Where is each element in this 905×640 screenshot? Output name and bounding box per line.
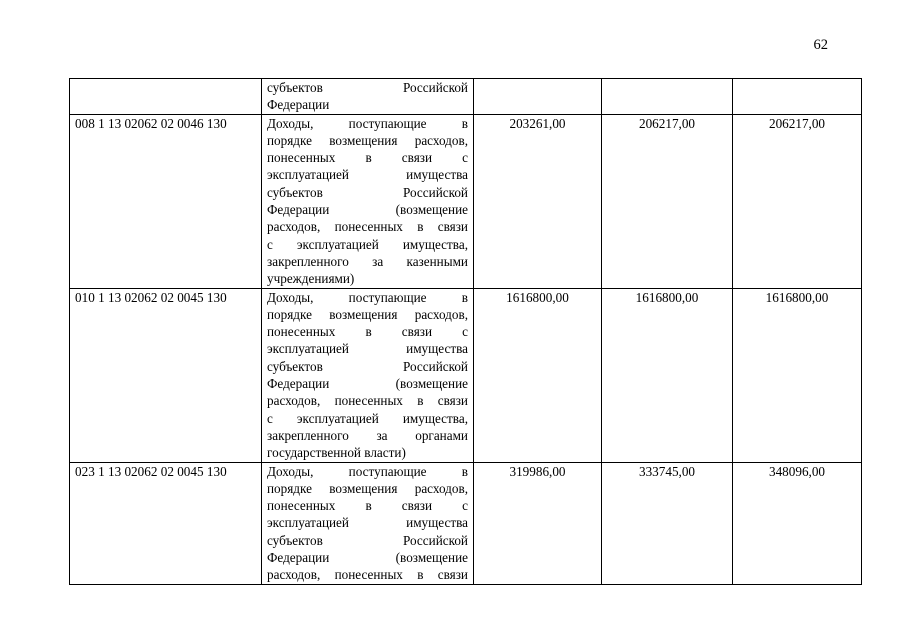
table-row [70,288,862,462]
name-line: субъектов Российской [267,532,468,548]
name-line: с эксплуатацией имущества, [267,236,468,252]
value-cell-year-1: 203261,00 [474,114,602,288]
value-cell-year-2 [602,79,733,115]
name-line: эксплуатацией имущества [267,515,468,531]
value-cell-year-3: 1616800,00 [733,288,862,462]
budget-code-cell: 008 1 13 02062 02 0046 130 [70,114,262,288]
revenue-name-cell [262,79,474,115]
name-line: расходов, понесенных в связи [267,219,468,235]
name-line: понесенных в связи с [267,498,468,514]
name-line: Федерации [267,97,330,113]
table-row [70,114,862,288]
name-line: понесенных в связи с [267,150,468,166]
name-line: Федерации (возмещение [267,202,468,218]
name-line: Федерации (возмещение [267,376,468,392]
value-cell-year-1: 1616800,00 [474,288,602,462]
name-line: эксплуатацией имущества [267,341,468,357]
value-cell-year-3: 206217,00 [733,114,862,288]
name-line: закрепленного за казенными [267,253,468,269]
revenue-table [69,78,862,585]
table-row [70,462,862,584]
name-line: эксплуатацией имущества [267,167,468,183]
table-row [70,79,862,115]
budget-code-cell: 010 1 13 02062 02 0045 130 [70,288,262,462]
name-line: государственной власти) [267,445,406,461]
name-line: Доходы, поступающие в [267,115,468,131]
name-line: учреждениями) [267,271,355,287]
value-cell-year-2: 333745,00 [602,462,733,584]
name-line: расходов, понесенных в связи [267,393,468,409]
name-line: субъектов Российской [267,358,468,374]
name-line: порядке возмещения расходов, [267,306,468,322]
revenue-name-cell [262,462,474,584]
page-number: 62 [813,37,828,53]
value-cell-year-3 [733,79,862,115]
name-line: Доходы, поступающие в [267,289,468,305]
value-cell-year-1: 319986,00 [474,462,602,584]
revenue-name-cell [262,288,474,462]
value-cell-year-1 [474,79,602,115]
value-cell-year-3: 348096,00 [733,462,862,584]
budget-code-cell [70,79,262,115]
name-line: порядке возмещения расходов, [267,132,468,148]
revenue-name-cell [262,114,474,288]
name-line: субъектов Российской [267,184,468,200]
value-cell-year-2: 1616800,00 [602,288,733,462]
budget-code-cell: 023 1 13 02062 02 0045 130 [70,462,262,584]
name-line: порядке возмещения расходов, [267,480,468,496]
value-cell-year-2: 206217,00 [602,114,733,288]
name-line: закрепленного за органами [267,427,468,443]
name-line: с эксплуатацией имущества, [267,410,468,426]
name-line: Федерации (возмещение [267,550,468,566]
name-line: расходов, понесенных в связи [267,567,468,583]
name-line: субъектов Российской [267,80,468,95]
name-line: понесенных в связи с [267,324,468,340]
name-line: Доходы, поступающие в [267,463,468,479]
